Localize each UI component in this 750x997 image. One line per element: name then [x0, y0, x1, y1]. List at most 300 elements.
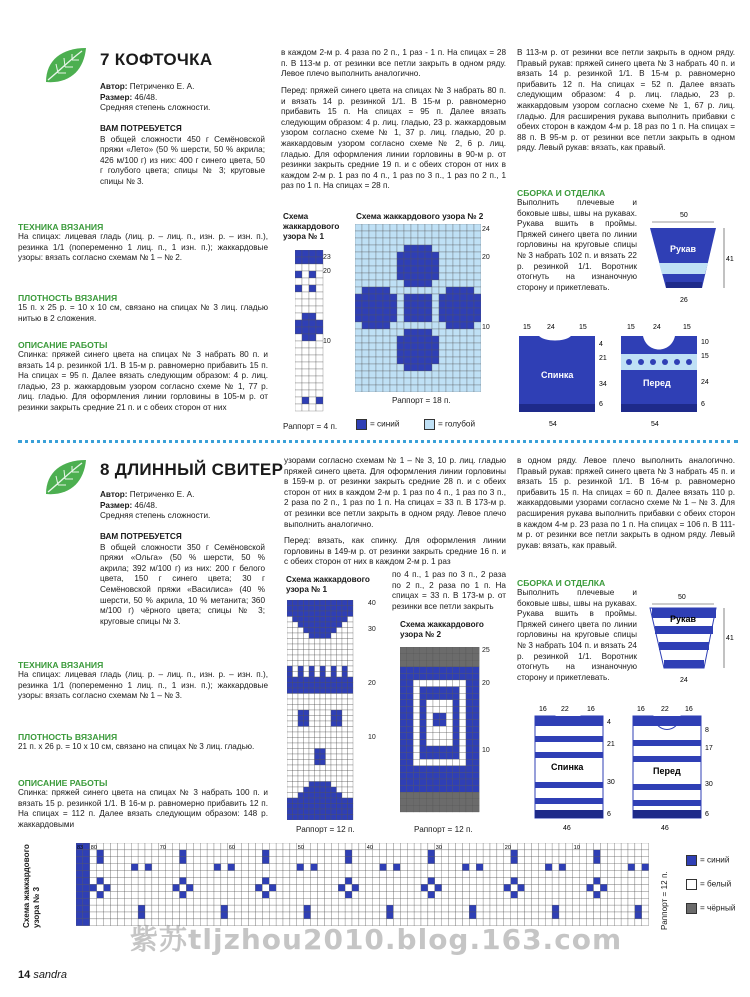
- chart-cell: [376, 385, 383, 392]
- chart-cell: [621, 898, 628, 905]
- chart-cell: [359, 843, 366, 850]
- chart-cell: [298, 672, 304, 678]
- chart-cell: [411, 280, 418, 287]
- chart-cell: [413, 766, 420, 773]
- chart-cell: [97, 871, 104, 878]
- chart-cell: [483, 884, 490, 891]
- chart-cell: [97, 905, 104, 912]
- chart-cell: [362, 245, 369, 252]
- chart-cell: [446, 224, 453, 231]
- chart-cell: [460, 287, 467, 294]
- chart-cell: [566, 898, 573, 905]
- chart-cell: [173, 905, 180, 912]
- chart-cell: [269, 898, 276, 905]
- chart-cell: [426, 799, 433, 806]
- chart-cell: [298, 622, 304, 628]
- chart-cell: [446, 322, 453, 329]
- chart-cell: [315, 721, 321, 727]
- chart-cell: [348, 633, 354, 639]
- chart-cell: [97, 843, 104, 850]
- chart-cell: [326, 633, 332, 639]
- chart-cell: [538, 871, 545, 878]
- chart-cell: [446, 350, 453, 357]
- chart-cell: [138, 857, 145, 864]
- chart-cell: [420, 805, 427, 812]
- chart-cell: [337, 732, 343, 738]
- chart-cell: [138, 864, 145, 871]
- chart-cell: [383, 371, 390, 378]
- chart-cell: [433, 753, 440, 760]
- chart-cell: [90, 891, 97, 898]
- chart-cell: [426, 759, 433, 766]
- s8-jacquard-chart-2: [400, 647, 480, 817]
- chart-cell: [459, 726, 466, 733]
- chart-cell: [433, 647, 440, 654]
- chart-cell: [315, 743, 321, 749]
- chart-cell: [559, 843, 566, 850]
- chart-cell: [483, 905, 490, 912]
- chart-cell: [83, 891, 90, 898]
- chart-cell: [407, 739, 414, 746]
- chart-cell: [186, 871, 193, 878]
- chart-cell: [573, 871, 580, 878]
- chart-cell: [469, 898, 476, 905]
- chart-cell: [337, 727, 343, 733]
- chart-cell: [166, 843, 173, 850]
- chart-cell: [635, 878, 642, 885]
- chart-cell: [511, 850, 518, 857]
- chart-cell: [400, 660, 407, 667]
- chart-cell: [302, 334, 309, 341]
- chart-cell: [552, 843, 559, 850]
- chart-cell: [331, 884, 338, 891]
- chart-cell: [302, 404, 309, 411]
- chart-cell: [326, 655, 332, 661]
- chart-cell: [400, 779, 407, 786]
- chart-cell: [400, 753, 407, 760]
- chart-cell: [390, 231, 397, 238]
- chart-cell: [373, 884, 380, 891]
- chart-cell: [287, 617, 293, 623]
- chart-cell: [404, 224, 411, 231]
- chart-cell: [497, 857, 504, 864]
- chart-cell: [400, 799, 407, 806]
- chart-cell: [376, 266, 383, 273]
- chart-cell: [366, 898, 373, 905]
- chart-cell: [152, 857, 159, 864]
- chart-cell: [235, 850, 242, 857]
- chart-cell: [348, 622, 354, 628]
- chart-cell: [467, 385, 474, 392]
- chart-cell: [304, 683, 310, 689]
- chart-cell: [390, 252, 397, 259]
- chart-cell: [425, 371, 432, 378]
- svg-text:24: 24: [680, 677, 688, 684]
- chart-cell: [331, 650, 337, 656]
- chart-cell: [297, 857, 304, 864]
- chart-cell: [193, 871, 200, 878]
- chart-cell: [295, 320, 302, 327]
- chart-cell: [483, 850, 490, 857]
- chart-cell: [453, 238, 460, 245]
- chart-cell: [309, 683, 315, 689]
- chart-cell: [383, 231, 390, 238]
- svg-text:6: 6: [599, 401, 603, 408]
- chart-cell: [304, 754, 310, 760]
- chart-cell: [111, 884, 118, 891]
- chart-cell: [628, 898, 635, 905]
- chart-cell: [383, 315, 390, 322]
- chart-cell: [469, 878, 476, 885]
- chart-cell: [440, 739, 447, 746]
- chart-cell: [293, 738, 299, 744]
- chart-cell: [383, 343, 390, 350]
- chart-cell: [433, 667, 440, 674]
- chart-cell: [407, 843, 414, 850]
- chart-cell: [407, 733, 414, 740]
- chart-cell: [420, 779, 427, 786]
- chart-cell: [467, 245, 474, 252]
- chart-cell: [518, 878, 525, 885]
- chart-cell: [293, 749, 299, 755]
- chart-cell: [318, 871, 325, 878]
- chart-cell: [467, 378, 474, 385]
- chart-cell: [276, 891, 283, 898]
- chart-cell: [421, 898, 428, 905]
- chart-cell: [453, 700, 460, 707]
- chart-cell: [255, 884, 262, 891]
- chart-cell: [460, 371, 467, 378]
- chart-cell: [466, 779, 473, 786]
- chart-cell: [304, 891, 311, 898]
- chart-cell: [316, 383, 323, 390]
- chart-cell: [446, 252, 453, 259]
- chart-cell: [383, 385, 390, 392]
- chart-cell: [76, 857, 83, 864]
- chart-cell: [393, 898, 400, 905]
- chart-cell: [460, 231, 467, 238]
- chart-cell: [124, 850, 131, 857]
- chart-cell: [309, 699, 315, 705]
- chart-cell: [397, 238, 404, 245]
- chart-cell: [104, 878, 111, 885]
- chart-cell: [504, 878, 511, 885]
- chart-cell: [345, 864, 352, 871]
- chart-cell: [446, 792, 453, 799]
- chart-cell: [418, 315, 425, 322]
- chart-cell: [425, 378, 432, 385]
- chart-cell: [331, 809, 337, 815]
- chart-cell: [342, 815, 348, 821]
- chart-cell: [276, 878, 283, 885]
- chart-cell: [538, 884, 545, 891]
- chart-cell: [287, 683, 293, 689]
- chart-cell: [287, 765, 293, 771]
- chart-cell: [331, 622, 337, 628]
- chart-cell: [309, 611, 315, 617]
- chart-cell: [311, 891, 318, 898]
- chart-cell: [442, 850, 449, 857]
- chart-cell: [287, 606, 293, 612]
- chart-cell: [315, 650, 321, 656]
- chart-cell: [326, 793, 332, 799]
- chart-cell: [469, 871, 476, 878]
- chart-cell: [428, 843, 435, 850]
- chart-cell: [324, 878, 331, 885]
- chart-cell: [249, 898, 256, 905]
- chart-cell: [432, 322, 439, 329]
- chart-cell: [302, 397, 309, 404]
- chart-cell: [359, 905, 366, 912]
- chart-cell: [304, 677, 310, 683]
- chart-cell: [383, 273, 390, 280]
- chart-cell: [411, 322, 418, 329]
- chart-cell: [287, 639, 293, 645]
- chart-cell: [287, 705, 293, 711]
- chart-cell: [152, 898, 159, 905]
- chart-cell: [397, 357, 404, 364]
- chart-cell: [614, 843, 621, 850]
- chart-cell: [440, 660, 447, 667]
- chart-cell: [131, 905, 138, 912]
- chart-cell: [453, 799, 460, 806]
- chart-cell: [348, 606, 354, 612]
- chart-cell: [193, 884, 200, 891]
- chart-cell: [467, 308, 474, 315]
- chart-cell: [414, 864, 421, 871]
- chart-cell: [200, 864, 207, 871]
- chart-cell: [446, 673, 453, 680]
- chart-cell: [453, 329, 460, 336]
- svg-text:16: 16: [539, 706, 547, 713]
- chart-cell: [474, 343, 481, 350]
- chart-cell: [439, 315, 446, 322]
- chart-cell: [337, 743, 343, 749]
- chart-cell: [117, 912, 124, 919]
- chart-cell: [287, 815, 293, 821]
- section-7-materials: ВАМ ПОТРЕБУЕТСЯ В общей сложности 450 г Семёновской пряжи «Лето» (50 % шерсти, 50 % акрила; 426 м/100 г) из них: 400 г синего цвета, 50 г голубого цвета; спицы № 3; круговые спицы № 3.: [100, 124, 265, 186]
- chart-cell: [304, 871, 311, 878]
- chart-cell: [97, 912, 104, 919]
- chart-cell: [432, 350, 439, 357]
- chart-cell: [298, 743, 304, 749]
- chart-cell: [383, 378, 390, 385]
- chart-cell: [293, 782, 299, 788]
- chart-cell: [320, 644, 326, 650]
- section-8-density: ПЛОТНОСТЬ ВЯЗАНИЯ 21 п. х 26 р. = 10 х 10 см, связано на спицах № 3 лиц. гладью.: [18, 732, 255, 751]
- chart-cell: [439, 336, 446, 343]
- chart-cell: [439, 245, 446, 252]
- chart-cell: [474, 252, 481, 259]
- chart-cell: [473, 779, 480, 786]
- chart-cell: [453, 706, 460, 713]
- chart-cell: [331, 878, 338, 885]
- chart-cell: [369, 350, 376, 357]
- section-7-title: 7 КОФТОЧКА: [100, 50, 213, 69]
- chart-cell: [326, 628, 332, 634]
- chart-cell: [298, 677, 304, 683]
- chart-cell: [297, 905, 304, 912]
- chart-cell: [320, 815, 326, 821]
- chart-cell: [473, 687, 480, 694]
- s7-sleeve-diagram: [640, 208, 740, 308]
- chart-cell: [428, 898, 435, 905]
- chart-cell: [504, 898, 511, 905]
- chart-cell: [407, 871, 414, 878]
- chart-cell: [293, 809, 299, 815]
- chart-cell: [124, 898, 131, 905]
- chart-cell: [76, 919, 83, 926]
- svg-text:Перед: Перед: [653, 766, 681, 776]
- chart-cell: [404, 385, 411, 392]
- chart-cell: [373, 864, 380, 871]
- chart-cell: [383, 294, 390, 301]
- chart-cell: [446, 266, 453, 273]
- chart-cell: [309, 285, 316, 292]
- svg-text:34: 34: [599, 381, 607, 388]
- chart-cell: [476, 843, 483, 850]
- chart-cell: [304, 738, 310, 744]
- chart-cell: [446, 759, 453, 766]
- chart-cell: [355, 308, 362, 315]
- chart-cell: [326, 606, 332, 612]
- chart-cell: [400, 843, 407, 850]
- chart-cell: [600, 905, 607, 912]
- chart-cell: [420, 720, 427, 727]
- chart-cell: [235, 843, 242, 850]
- chart-cell: [414, 850, 421, 857]
- chart-cell: [304, 611, 310, 617]
- chart-cell: [380, 905, 387, 912]
- chart-cell: [362, 350, 369, 357]
- chart-cell: [320, 617, 326, 623]
- chart-cell: [469, 857, 476, 864]
- chart-cell: [467, 357, 474, 364]
- chart-cell: [348, 798, 354, 804]
- chart-cell: [635, 850, 642, 857]
- chart-cell: [173, 891, 180, 898]
- chart-cell: [348, 787, 354, 793]
- chart-cell: [337, 765, 343, 771]
- chart-cell: [269, 857, 276, 864]
- svg-text:54: 54: [549, 421, 557, 428]
- chart-cell: [497, 905, 504, 912]
- chart-cell: [326, 688, 332, 694]
- chart-cell: [166, 905, 173, 912]
- chart-cell: [490, 843, 497, 850]
- chart-cell: [425, 238, 432, 245]
- chart-cell: [607, 857, 614, 864]
- chart-cell: [390, 245, 397, 252]
- chart-cell: [566, 905, 573, 912]
- chart-cell: [483, 871, 490, 878]
- chart-cell: [552, 850, 559, 857]
- chart-cell: [473, 799, 480, 806]
- chart-cell: [545, 857, 552, 864]
- chart-cell: [393, 891, 400, 898]
- chart-cell: [426, 779, 433, 786]
- chart-cell: [404, 231, 411, 238]
- chart-cell: [473, 673, 480, 680]
- chart-cell: [525, 878, 532, 885]
- watermark: 紫苏tljzhou2010.blog.163.com: [130, 923, 623, 956]
- chart-cell: [355, 357, 362, 364]
- chart-cell: [559, 871, 566, 878]
- chart-cell: [337, 798, 343, 804]
- chart-cell: [413, 693, 420, 700]
- chart-cell: [293, 666, 299, 672]
- chart-cell: [298, 639, 304, 645]
- chart-cell: [304, 771, 310, 777]
- chart-cell: [298, 782, 304, 788]
- s7-c2-tick: 20: [482, 254, 490, 261]
- chart-cell: [214, 857, 221, 864]
- chart-cell: [302, 250, 309, 257]
- chart-cell: [348, 793, 354, 799]
- chart-cell: [342, 639, 348, 645]
- chart-cell: [173, 850, 180, 857]
- chart-cell: [293, 760, 299, 766]
- chart-cell: [440, 673, 447, 680]
- chart-cell: [355, 364, 362, 371]
- chart-cell: [404, 238, 411, 245]
- chart-cell: [474, 385, 481, 392]
- chart-cell: [369, 259, 376, 266]
- chart-cell: [309, 749, 315, 755]
- s8-chart3-caption: Схема жаккардового узора № 3: [22, 844, 41, 928]
- chart-cell: [309, 306, 316, 313]
- chart-cell: [387, 878, 394, 885]
- chart-cell: [614, 871, 621, 878]
- chart-cell: [425, 350, 432, 357]
- chart-cell: [309, 710, 315, 716]
- chart-cell: [439, 224, 446, 231]
- chart-cell: [366, 884, 373, 891]
- chart-cell: [432, 252, 439, 259]
- chart-cell: [297, 884, 304, 891]
- chart-cell: [166, 857, 173, 864]
- s8-sleeve-diagram: [640, 590, 740, 690]
- chart-cell: [111, 905, 118, 912]
- section-8-col2-text: узорами согласно схемам № 1 – № 3, 10 р. лиц. гладью пряжей синего цвета. Для оформления линии горловины в 159-м р. от резинки закрыть средние 28 п. и с обеих сторон от них в каждом 2-м р. 1 раз по 4 п., 1 раз по 3 п., 2 раза по 2 п., 1 раз по 1 п. На спицах = 33 п. В 173-м р. от резинки все петли закрыть в одном ряду. Левое плечо выполнить аналогично.: [284, 456, 506, 529]
- chart-cell: [413, 759, 420, 766]
- chart-cell: [359, 898, 366, 905]
- chart-cell: [426, 753, 433, 760]
- chart-cell: [387, 857, 394, 864]
- chart-cell: [369, 245, 376, 252]
- chart-cell: [315, 754, 321, 760]
- chart-cell: [287, 760, 293, 766]
- chart-cell: [407, 687, 414, 694]
- chart-cell: [621, 864, 628, 871]
- chart-cell: [152, 905, 159, 912]
- chart-cell: [293, 732, 299, 738]
- chart-cell: [309, 798, 315, 804]
- chart-cell: [331, 793, 337, 799]
- chart-cell: [287, 787, 293, 793]
- chart-cell: [446, 733, 453, 740]
- chart-cell: [439, 385, 446, 392]
- chart-cell: [324, 850, 331, 857]
- section-7-density: ПЛОТНОСТЬ ВЯЗАНИЯ 15 п. х 25 р. = 10 х 10 см, связано на спицах № 3 лиц. гладью нитью в 2 сложения.: [18, 293, 268, 323]
- chart-cell: [355, 266, 362, 273]
- chart-cell: [304, 721, 310, 727]
- chart-cell: [407, 884, 414, 891]
- chart-cell: [290, 891, 297, 898]
- chart-cell: [287, 798, 293, 804]
- chart-cell: [538, 898, 545, 905]
- chart-cell: [124, 843, 131, 850]
